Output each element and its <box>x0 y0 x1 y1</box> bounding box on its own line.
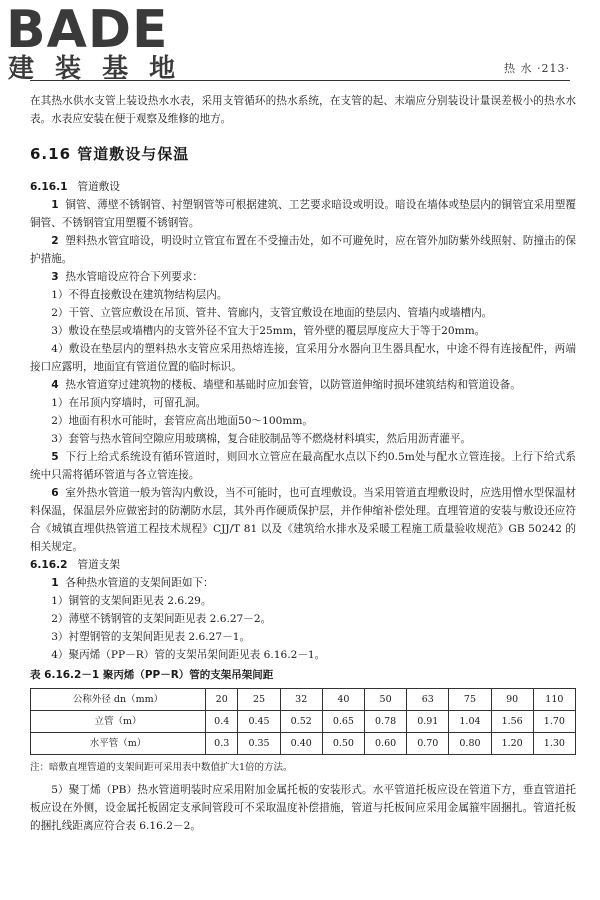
paragraph-number: 3 <box>51 271 59 283</box>
paragraph-text: 塑料热水管宜暗设，明设时立管宜布置在不受撞击处，如不可避免时，应在管外加防紫外线照射、防撞击的保护措施。 <box>30 235 576 265</box>
table-cell: 0.4 <box>206 711 238 733</box>
table-cell: 90 <box>491 689 533 711</box>
subsection-title: 管道敷设 <box>77 181 120 193</box>
table-cell: 1.20 <box>491 733 533 755</box>
paragraph-number: 5 <box>51 451 59 463</box>
list-item: 3）套管与热水管间空隙应用玻璃棉，复合硅胶制品等不燃烧材料填实，然后用沥青灌平。 <box>51 433 472 445</box>
table-cell: 0.52 <box>280 711 322 733</box>
subsection-number: 6.16.2 <box>30 559 68 571</box>
list-item: 4）敷设在垫层内的塑料热水支管应采用热熔连接，宜采用分水器向卫生器具配水，中途不得有连接配件，两端接口应露明，地面宜有管道位置的临时标识。 <box>30 343 576 373</box>
table-cell: 0.35 <box>238 733 280 755</box>
paragraph-number: 1 <box>51 199 59 211</box>
table-cell: 1.30 <box>533 733 575 755</box>
list-item: 3）敷设在垫层或墙槽内的支管外径不宜大于25mm，管外壁的覆层厚度应大于等于20mm。 <box>51 325 486 337</box>
list-item: 1）不得直接敷设在建筑物结构层内。 <box>51 289 228 301</box>
paragraph <box>30 574 576 592</box>
list-item: 1）铜管的支架间距见表 2.6.29。 <box>51 595 212 607</box>
paragraph-text: 各种热水管道的支架间距如下： <box>65 577 214 589</box>
logo-wordmark: BADE <box>6 0 169 60</box>
list-item: 3）衬塑钢管的支架间距见表 2.6.27－1。 <box>51 631 251 643</box>
table-cell: 63 <box>407 689 449 711</box>
row-header: 公称外径 dn（mm） <box>31 689 206 711</box>
paragraph-text: 室外热水管道一般为管沟内敷设，当不可能时，也可直埋敷设。当采用管道直埋敷设时，应选用憎水型保温材料保温，保温层外应做密封的防潮防水层，其外再作硬质保护层，并作伸缩补偿处理。直埋管道的安装与敷设还应符合《城镇直埋供热管道工程技术规程》CJJ/T 81 以及《建筑给水排水及采暖工程施工质量验收规范》GB 50242 的相关规定。 <box>30 487 576 553</box>
paragraph-text: 下行上给式系统设有循环管道时，则回水立管应在最高配水点以下约0.5m处与配水立管连接。上行下给式系统中只需将循环管道与各立管连接。 <box>30 451 576 481</box>
header-divider <box>30 80 570 81</box>
table-cell: 0.3 <box>206 733 238 755</box>
table-cell: 110 <box>533 689 575 711</box>
table-cell: 0.70 <box>407 733 449 755</box>
table-cell: 0.40 <box>280 733 322 755</box>
table-cell: 0.78 <box>365 711 407 733</box>
paragraph-number: 2 <box>51 235 59 247</box>
subsection-heading <box>30 178 576 196</box>
logo-subtitle: 建 装 基 地 <box>8 54 182 84</box>
paragraph: 5）聚丁烯（PB）热水管道明装时应采用附加金属托板的安装形式。水平管道托板应设在管道下方，垂直管道托板应设在外侧，设金属托板固定支承间管段可不采取温度补偿措施，管道与托板间应采用金属箍牢固捆扎。管道托板的捆扎线距离应符合表 6.16.2－2。 <box>30 784 576 832</box>
section-title: 6.16 管道敷设与保温 <box>30 145 190 163</box>
row-header: 水平管（m） <box>31 733 206 755</box>
subsection-title: 管道支架 <box>77 559 120 571</box>
running-header: 热 水 ·213· <box>504 62 570 75</box>
table-cell: 0.50 <box>322 733 364 755</box>
table-row <box>31 733 576 755</box>
table-cell: 0.80 <box>449 733 491 755</box>
subsection-number: 6.16.1 <box>30 181 68 193</box>
paragraph <box>30 484 576 556</box>
intro-paragraph: 在其热水供水支管上装设热水水表，采用支管循环的热水系统，在支管的起、末端应分别装设计量误差极小的热水水表。水表应安装在便于观察及维修的地方。 <box>30 95 576 125</box>
brand-logo <box>6 0 196 86</box>
paragraph-number: 4 <box>51 379 59 391</box>
subsection-heading <box>30 556 576 574</box>
table-cell: 1.04 <box>449 711 491 733</box>
table-cell: 1.70 <box>533 711 575 733</box>
table-cell: 40 <box>322 689 364 711</box>
paragraph-number: 1 <box>51 577 59 589</box>
table-cell: 0.45 <box>238 711 280 733</box>
paragraph <box>30 376 576 394</box>
table-row <box>31 711 576 733</box>
table-cell: 75 <box>449 689 491 711</box>
paragraph-text: 热水管暗设应符合下列要求： <box>65 271 204 283</box>
paragraph <box>30 268 576 286</box>
list-item: 2）薄壁不锈钢管的支架间距见表 2.6.27－2。 <box>51 613 272 625</box>
paragraph-text: 热水管道穿过建筑物的楼板、墙壁和基础时应加套管，以防管道伸缩时损坏建筑结构和管道设备。 <box>65 379 521 391</box>
list-item: 2）地面有积水可能时，套管应高出地面50～100mm。 <box>51 415 313 427</box>
list-item: 2）干管、立管应敷设在吊顶、管井、管廊内，支管宜敷设在地面的垫层内、管墙内或墙槽内。 <box>51 307 493 319</box>
table-note: 注：暗敷直埋管道的支架间距可采用表中数值扩大1倍的方法。 <box>30 762 293 773</box>
row-header: 立管（m） <box>31 711 206 733</box>
table-cell: 50 <box>365 689 407 711</box>
table-row <box>31 689 576 711</box>
list-item: 1）在吊顶内穿墙时，可留孔洞。 <box>51 397 207 409</box>
paragraph-text: 铜管、薄壁不锈钢管、衬塑钢管等可根据建筑、工艺要求暗设或明设。暗设在墙体或垫层内的铜管宜采用塑覆铜管、不锈钢管宜用塑覆不锈钢管。 <box>30 199 576 229</box>
table-cell: 0.65 <box>322 711 364 733</box>
list-item: 4）聚丙烯（PP－R）管的支架吊架间距见表 6.16.2－1。 <box>51 649 326 661</box>
table-cell: 0.60 <box>365 733 407 755</box>
table-cell: 1.56 <box>491 711 533 733</box>
support-spacing-table <box>30 688 576 755</box>
paragraph <box>30 232 576 268</box>
table-cell: 32 <box>280 689 322 711</box>
paragraph-number: 6 <box>51 487 59 499</box>
paragraph <box>30 196 576 232</box>
table-cell: 0.91 <box>407 711 449 733</box>
table-cell: 25 <box>238 689 280 711</box>
page-body <box>30 92 576 835</box>
table-caption: 表 6.16.2－1 聚丙烯（PP－R）管的支架吊架间距 <box>30 669 274 681</box>
table-cell: 20 <box>206 689 238 711</box>
paragraph <box>30 448 576 484</box>
